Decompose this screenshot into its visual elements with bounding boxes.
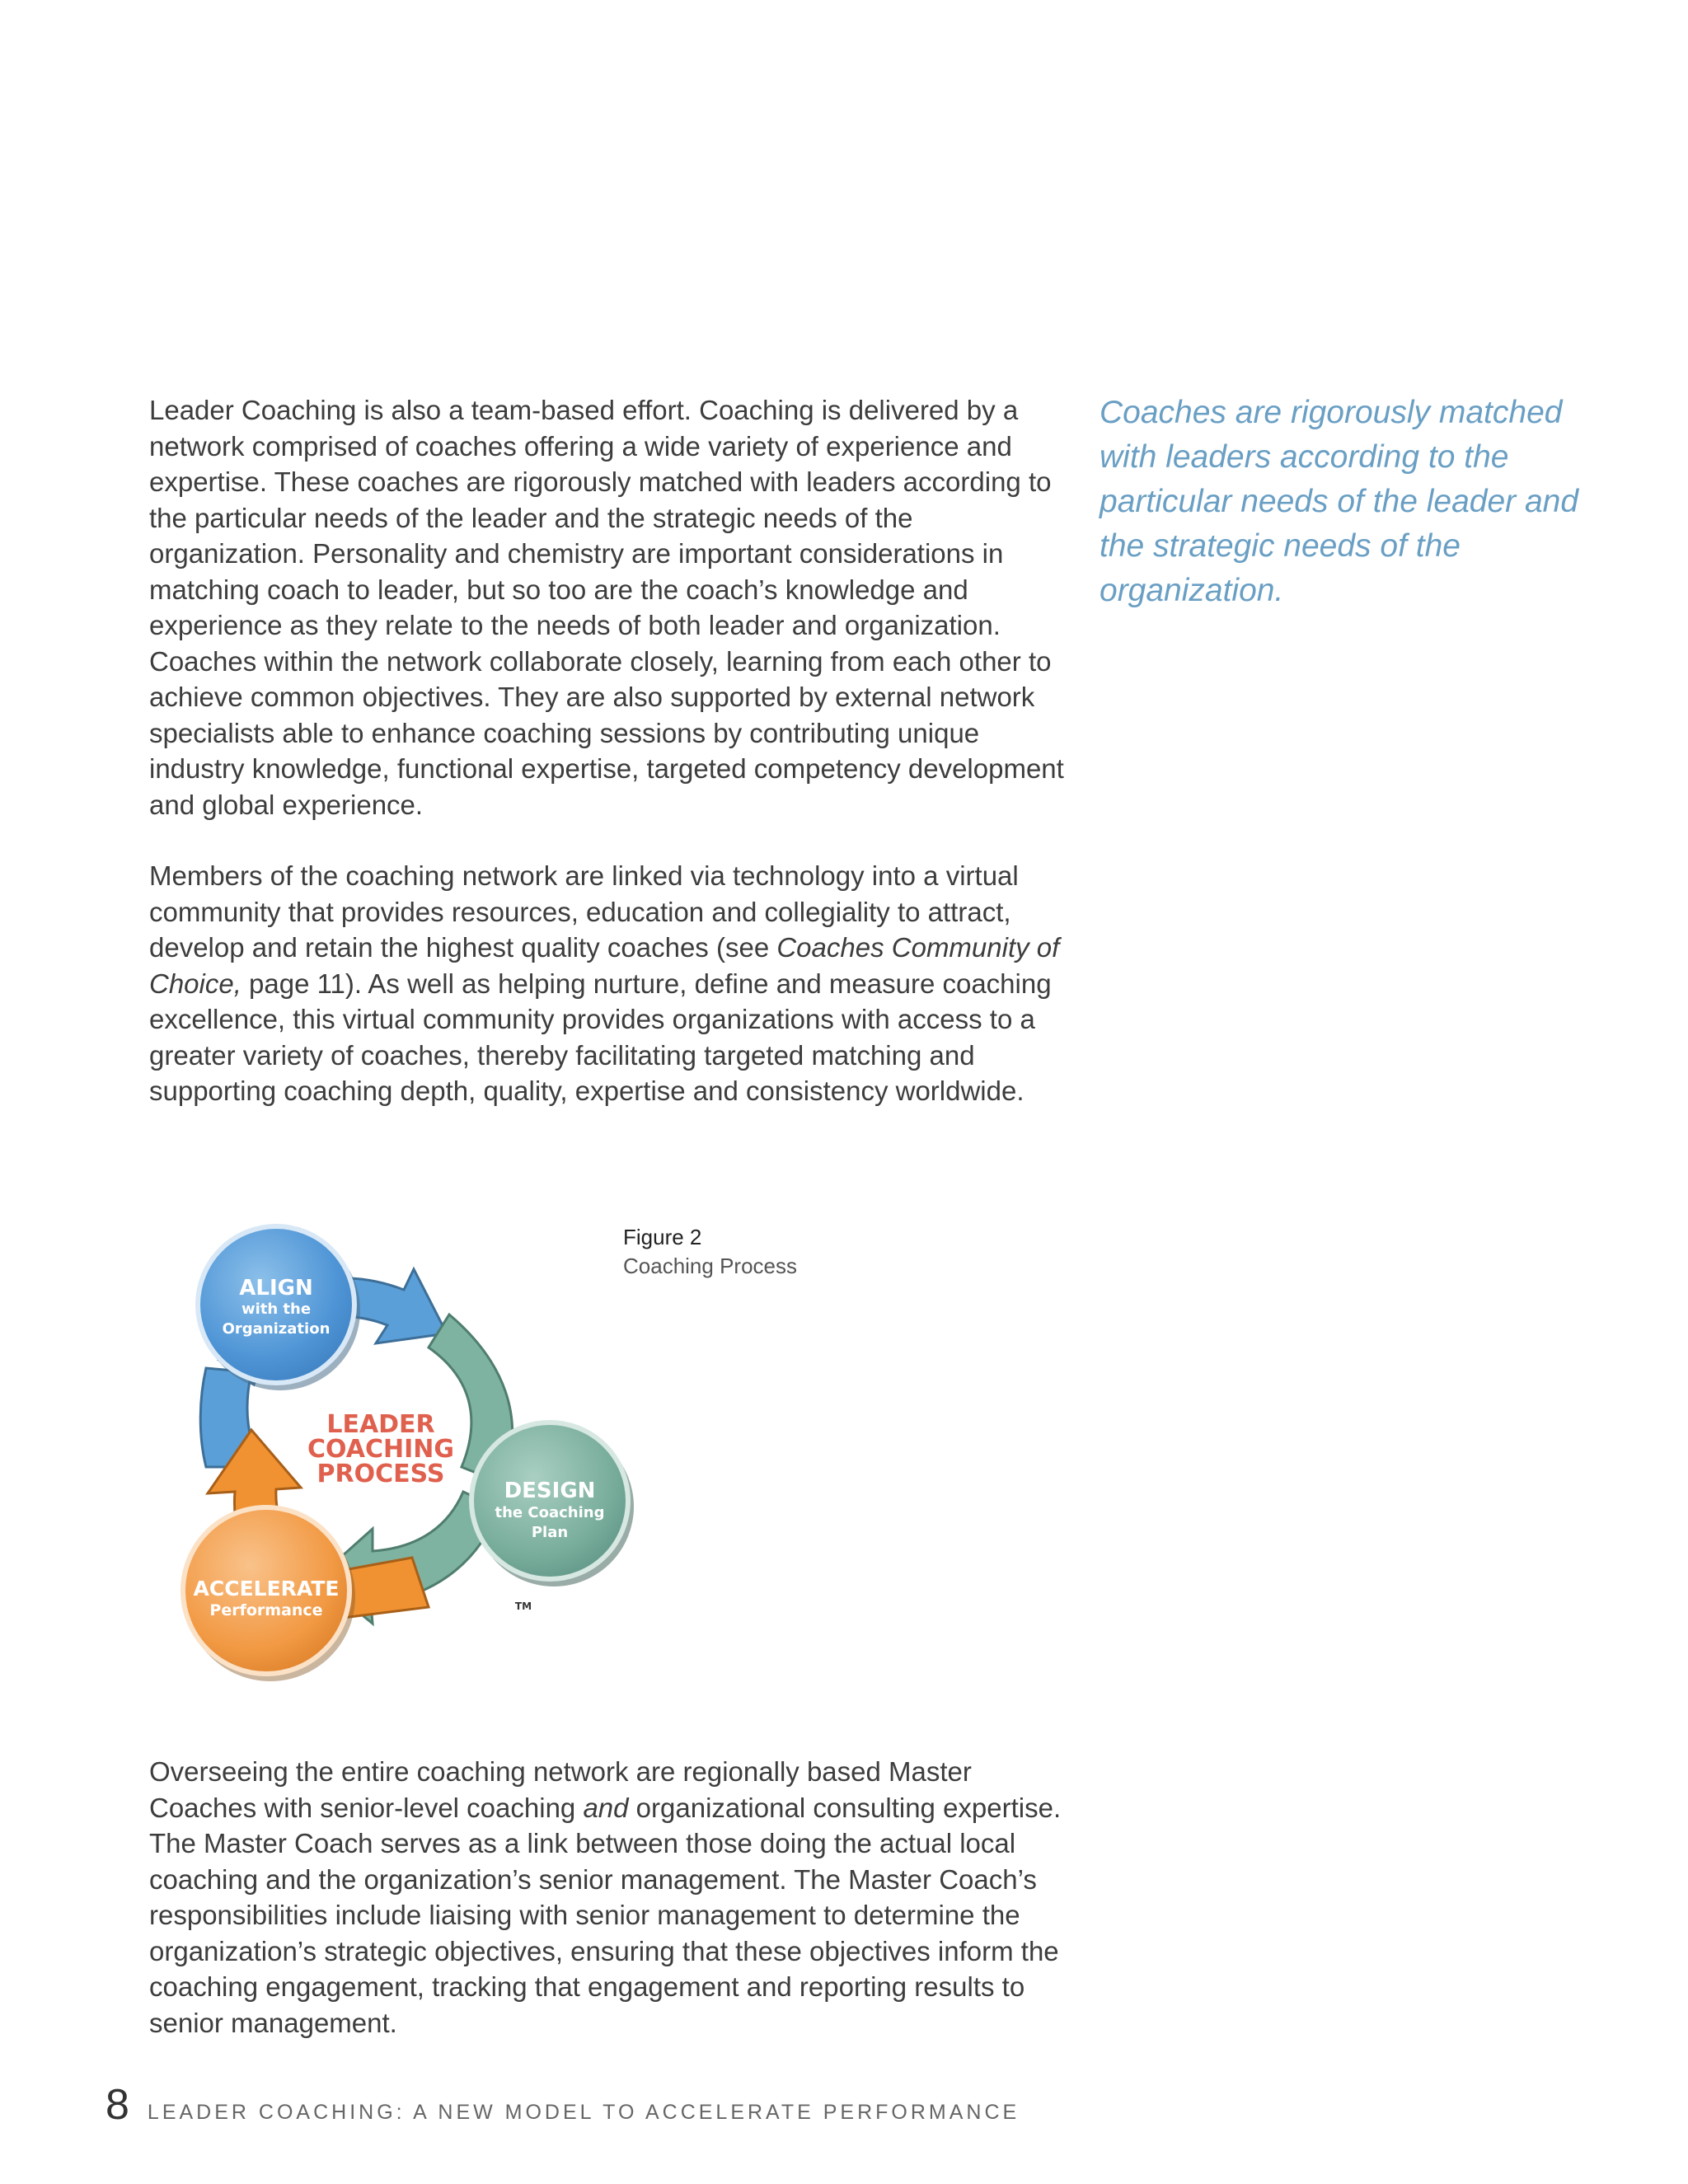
coaching-process-diagram — [157, 1195, 668, 1690]
figure-caption — [623, 1223, 797, 1281]
page-footer — [106, 2080, 1020, 2130]
align-title: ALIGN — [239, 1276, 313, 1301]
design-subtitle-1: the Coaching — [495, 1504, 605, 1521]
accelerate-subtitle: Performance — [209, 1601, 323, 1619]
accelerate-title: ACCELERATE — [193, 1577, 340, 1601]
trademark-mark: TM — [514, 1601, 532, 1612]
body-paragraph-3 — [149, 1754, 1072, 2041]
figure-title: Coaching Process — [623, 1254, 797, 1278]
align-subtitle-1: with the — [241, 1301, 312, 1318]
center-label-line-2: COACHING — [307, 1435, 454, 1464]
paragraph-3-italic: and — [583, 1792, 629, 1823]
body-paragraph-1: Leader Coaching is also a team-based effort. Coaching is delivered by a network comprised of coaches offering a wide variety of experience and expertise. These coaches are rigorously matched with leaders according to the particular needs of the leader and the strategic needs of the organization. Personality and chemistry are important considerations in matching coach to leader, but so too are the coach’s knowledge and experience as they relate to the needs of both leader and organization. Coaches within the network collaborate closely, learning from each other to achieve common objectives. They are also supported by external network specialists able to enhance coaching sessions by contributing unique industry knowledge, functional expertise, targeted competency development and global experience. — [149, 395, 1064, 820]
paragraph-2-text: Members of the coaching network are linked via technology into a virtual community that provides resources, education and collegiality to attract, develop and retain the highest quality coaches (see — [149, 860, 1019, 963]
figure-number: Figure 2 — [623, 1225, 702, 1249]
paragraph-3-text-end: organizational consulting expertise. The Master Coach serves as a link between those doing the actual local coaching and the organization’s senior management. The Master Coach’s responsibilities include liaising with senior management to determine the organization’s strategic objectives, ensuring that these objectives inform the coaching engagement, tracking that engagement and reporting results to senior management. — [149, 1792, 1062, 2038]
pull-quote: Coaches are rigorously matched with leaders according to the particular needs of the leader and the strategic needs of the organization. — [1100, 395, 1579, 608]
design-subtitle-2: Plan — [531, 1524, 569, 1541]
running-title: LEADER COACHING: A NEW MODEL TO ACCELERATE PERFORMANCE — [147, 2101, 1020, 2124]
center-label-line-3: PROCESS — [316, 1460, 445, 1488]
design-title: DESIGN — [504, 1479, 596, 1503]
body-paragraph-2 — [149, 858, 1072, 1109]
page-number: 8 — [106, 2081, 129, 2129]
paragraph-3-text: Overseeing the entire coaching network are regionally based Master Coaches with senior-level coaching — [149, 1756, 972, 1823]
paragraph-2-text-end: page 11). As well as helping nurture, define and measure coaching excellence, this virtual community provides organizations with access to a greater variety of coaches, thereby facilitating targeted matching and supporting coaching depth, quality, expertise and consistency worldwide. — [149, 968, 1052, 1106]
paragraph-2-italic: Coaches Community of Choice, — [149, 932, 1060, 999]
align-subtitle-2: Organization — [222, 1320, 331, 1338]
center-label-line-1: LEADER — [326, 1410, 435, 1439]
